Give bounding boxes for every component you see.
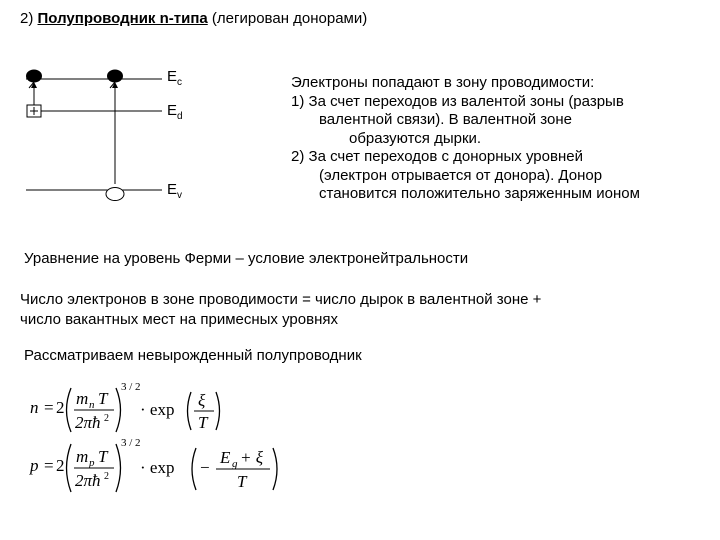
formula-n-lhs: n <box>30 398 39 417</box>
formula-n-num: ξ <box>198 391 206 410</box>
formula-p-num-plus: + ξ <box>240 448 264 467</box>
description-item2: 2) За счет переходов с донорных уровней <box>291 148 583 165</box>
formula-p-num-eg: E <box>220 448 231 467</box>
description-item1-cont: образуются дырки. <box>349 129 482 147</box>
description-item2-cont: (электрон отрывается от донора). Донор <box>319 166 603 184</box>
label-ec <box>167 68 182 88</box>
electron-icon <box>107 70 123 83</box>
fermi-equation-text: Уравнение на уровень Ферми – условие электронейтральности <box>24 250 469 267</box>
formula-n-T: T <box>98 389 108 408</box>
formula-p-den-sup: 2 <box>104 471 109 482</box>
formula-n <box>28 380 248 440</box>
formula-p-eq: = <box>44 456 54 475</box>
label-ec-main: E <box>167 68 178 85</box>
formula-p-num-eg-sub: g <box>232 458 238 470</box>
title-section-number: 2) <box>20 10 34 27</box>
formula-n-den-sup: 2 <box>104 413 109 424</box>
label-ed-sub: d <box>177 111 183 122</box>
formula-n-dT: T <box>198 413 208 432</box>
description-block <box>291 74 711 204</box>
description-item1-cont: валентной связи). В валентной зоне <box>319 111 572 128</box>
energy-level-diagram <box>20 60 220 220</box>
label-ed <box>167 102 183 122</box>
title-term: Полупроводник n-типа <box>37 10 208 27</box>
formula-p <box>28 436 288 498</box>
page-title <box>20 10 367 27</box>
formula-p-two: 2 <box>56 456 65 475</box>
formula-n-mass-sub: n <box>89 399 95 411</box>
electron-icon <box>26 70 42 83</box>
description-item1: 1) За счет переходов из валентой зоны (разрыв <box>291 92 624 110</box>
formula-p-minus: − <box>200 458 210 477</box>
formula-p-exp: · exp <box>140 458 175 477</box>
description-intro: Электроны попадают в зону проводимости: <box>291 74 595 91</box>
count-line-2: число вакантных мест на примесных уровнях <box>20 311 338 328</box>
title-rest: (легирован донорами) <box>211 10 368 27</box>
formula-n-eq: = <box>44 398 54 417</box>
formula-n-exp: · exp <box>140 400 175 419</box>
formula-p-mass-sub: p <box>89 457 95 469</box>
formula-n-two: 2 <box>56 398 65 417</box>
formula-p-lhs: p <box>30 456 39 475</box>
formula-n-mass: m <box>76 389 89 408</box>
description-item2-cont: становится положительно заряженным ионом <box>319 185 640 202</box>
label-ed-main: E <box>167 102 178 119</box>
label-ec-sub: c <box>177 77 183 88</box>
hole-icon <box>106 188 124 201</box>
label-ev-sub: v <box>177 190 183 201</box>
count-line-1: Число электронов в зоне проводимости = число дырок в валентной зоне + <box>20 291 542 308</box>
formula-n-den: 2πħ <box>75 413 101 432</box>
formula-p-mass: m <box>76 447 89 466</box>
nondegenerate-text: Рассматриваем невырожденный полупроводник <box>24 347 362 364</box>
formula-p-T: T <box>98 447 108 466</box>
formula-p-den: 2πħ <box>75 471 101 490</box>
formula-n-power: 3 / 2 <box>121 381 141 393</box>
label-ev-main: E <box>167 181 178 198</box>
formula-p-dT: T <box>237 472 247 491</box>
formula-p-power: 3 / 2 <box>121 437 141 449</box>
label-ev <box>167 181 182 201</box>
